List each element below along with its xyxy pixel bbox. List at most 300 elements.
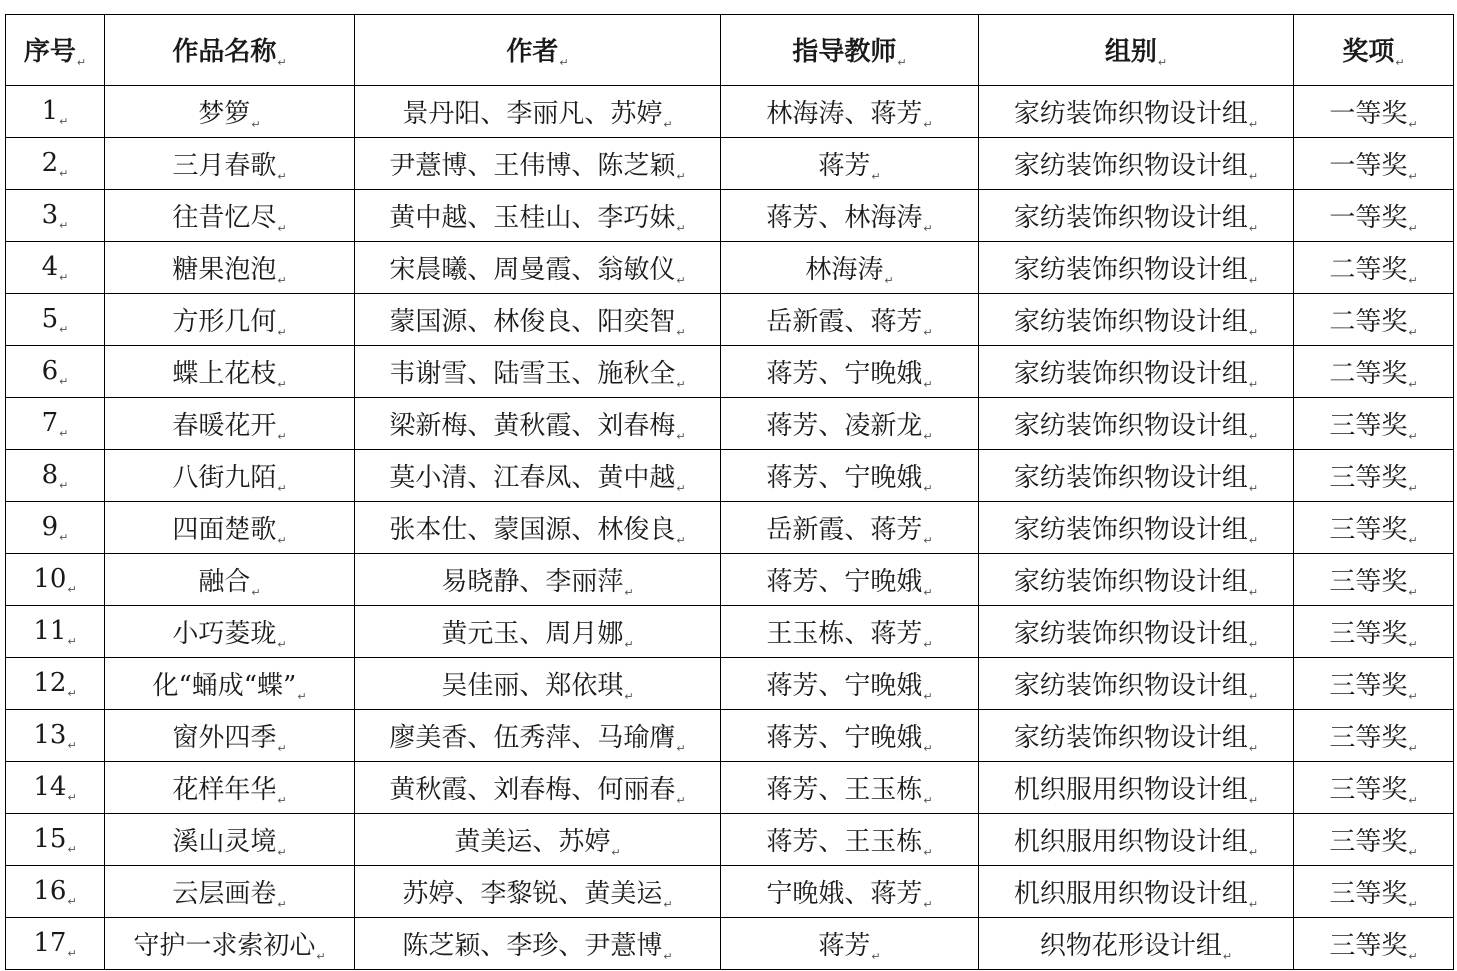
table-row	[6, 190, 1454, 242]
cell-col-group	[979, 762, 1294, 814]
cell-col-advisors	[721, 710, 979, 762]
paragraph-mark-icon: ↵	[1248, 429, 1259, 443]
cell-text: 张本仕、蒙国源、林俊良	[389, 514, 676, 545]
paragraph-mark-icon: ↵	[1248, 533, 1259, 547]
cell-text: 溪山灵境	[172, 826, 277, 857]
cell-col-award	[1294, 658, 1454, 710]
cell-col-group	[979, 710, 1294, 762]
cell-text: 黄美运、苏婷	[454, 826, 611, 857]
paragraph-mark-icon: ↵	[897, 56, 907, 69]
paragraph-mark-icon: ↵	[1408, 897, 1418, 911]
cell-col-work-name	[105, 346, 355, 398]
paragraph-mark-icon: ↵	[676, 169, 686, 183]
cell-col-group	[979, 606, 1294, 658]
paragraph-mark-icon: ↵	[676, 533, 686, 547]
header-col-seq	[6, 15, 105, 86]
cell-text: 9	[41, 511, 59, 542]
paragraph-mark-icon: ↵	[1248, 637, 1259, 651]
cell-col-work-name	[105, 502, 355, 554]
cell-text: 家纺装饰织物设计组	[1013, 566, 1248, 597]
cell-col-authors	[355, 606, 721, 658]
paragraph-mark-icon: ↵	[923, 637, 933, 651]
header-label: 指导教师	[792, 37, 897, 67]
cell-text: 1	[41, 95, 59, 126]
cell-text: 黄元玉、周月娜	[441, 618, 624, 649]
cell-text: 机织服用织物设计组	[1013, 878, 1248, 909]
cell-col-authors	[355, 242, 721, 294]
paragraph-mark-icon: ↵	[67, 894, 77, 908]
paragraph-mark-icon: ↵	[277, 793, 287, 807]
cell-col-group	[979, 814, 1294, 866]
cell-text: 8	[41, 459, 59, 490]
table-row	[6, 450, 1454, 502]
cell-text: 王玉栋、蒋芳	[766, 618, 923, 649]
paragraph-mark-icon: ↵	[923, 533, 933, 547]
paragraph-mark-icon: ↵	[277, 845, 287, 859]
cell-text: 黄中越、玉桂山、李巧妹	[389, 202, 676, 233]
cell-text: 14	[33, 771, 67, 802]
paragraph-mark-icon: ↵	[67, 634, 77, 648]
cell-col-authors	[355, 554, 721, 606]
award-table	[5, 14, 1454, 970]
cell-col-advisors	[721, 554, 979, 606]
cell-text: 机织服用织物设计组	[1013, 826, 1248, 857]
cell-text: 2	[41, 147, 59, 178]
cell-col-work-name	[105, 814, 355, 866]
paragraph-mark-icon: ↵	[923, 897, 933, 911]
paragraph-mark-icon: ↵	[1248, 117, 1259, 131]
cell-col-work-name	[105, 762, 355, 814]
table-row	[6, 658, 1454, 710]
table-row	[6, 502, 1454, 554]
paragraph-mark-icon: ↵	[923, 325, 933, 339]
header-row	[6, 15, 1454, 86]
cell-col-award	[1294, 346, 1454, 398]
paragraph-mark-icon: ↵	[624, 585, 634, 599]
header-col-award	[1294, 15, 1454, 86]
cell-text: 3	[41, 199, 59, 230]
cell-text: 化“蛹成“蝶”	[152, 670, 297, 701]
paragraph-mark-icon: ↵	[277, 897, 287, 911]
paragraph-mark-icon: ↵	[676, 325, 686, 339]
cell-col-advisors	[721, 450, 979, 502]
cell-text: 岳新霞、蒋芳	[766, 514, 923, 545]
cell-text: 家纺装饰织物设计组	[1013, 462, 1248, 493]
cell-col-advisors	[721, 866, 979, 918]
table-row	[6, 86, 1454, 138]
paragraph-mark-icon: ↵	[67, 842, 77, 856]
cell-col-seq	[6, 346, 105, 398]
paragraph-mark-icon: ↵	[676, 273, 686, 287]
paragraph-mark-icon: ↵	[316, 949, 326, 963]
cell-col-seq	[6, 450, 105, 502]
cell-text: 二等奖	[1329, 254, 1408, 285]
paragraph-mark-icon: ↵	[1248, 585, 1259, 599]
cell-text: 7	[41, 407, 59, 438]
cell-text: 二等奖	[1329, 306, 1408, 337]
cell-col-work-name	[105, 658, 355, 710]
cell-text: 林海涛	[805, 254, 884, 285]
cell-text: 家纺装饰织物设计组	[1013, 514, 1248, 545]
cell-col-award	[1294, 502, 1454, 554]
cell-text: 蒋芳、王玉栋	[766, 774, 923, 805]
paragraph-mark-icon: ↵	[67, 582, 77, 596]
table-row	[6, 866, 1454, 918]
cell-col-authors	[355, 86, 721, 138]
paragraph-mark-icon: ↵	[1248, 273, 1259, 287]
cell-col-seq	[6, 710, 105, 762]
table-row	[6, 762, 1454, 814]
paragraph-mark-icon: ↵	[277, 533, 287, 547]
cell-text: 蒋芳、凌新龙	[766, 410, 923, 441]
paragraph-mark-icon: ↵	[1408, 793, 1418, 807]
cell-col-group	[979, 242, 1294, 294]
cell-text: 家纺装饰织物设计组	[1013, 202, 1248, 233]
paragraph-mark-icon: ↵	[1408, 169, 1418, 183]
paragraph-mark-icon: ↵	[59, 114, 69, 128]
cell-text: 蒋芳、宁晚娥	[766, 358, 923, 389]
cell-col-seq	[6, 86, 105, 138]
cell-col-award	[1294, 554, 1454, 606]
cell-col-seq	[6, 294, 105, 346]
cell-text: 花样年华	[172, 774, 277, 805]
cell-col-work-name	[105, 918, 355, 970]
cell-col-award	[1294, 242, 1454, 294]
paragraph-mark-icon: ↵	[871, 169, 881, 183]
paragraph-mark-icon: ↵	[1408, 377, 1418, 391]
table-row	[6, 346, 1454, 398]
cell-col-seq	[6, 866, 105, 918]
cell-col-advisors	[721, 606, 979, 658]
header-label: 序号	[23, 37, 76, 67]
cell-col-advisors	[721, 346, 979, 398]
cell-text: 易晓静、李丽萍	[441, 566, 624, 597]
cell-text: 6	[41, 355, 59, 386]
cell-text: 蒙国源、林俊良、阳奕智	[389, 306, 676, 337]
header-col-authors	[355, 15, 721, 86]
cell-col-group	[979, 294, 1294, 346]
header-label: 奖项	[1342, 37, 1395, 67]
paragraph-mark-icon: ↵	[923, 585, 933, 599]
cell-col-group	[979, 918, 1294, 970]
cell-text: 一等奖	[1329, 98, 1408, 129]
cell-col-award	[1294, 918, 1454, 970]
cell-text: 家纺装饰织物设计组	[1013, 410, 1248, 441]
header-col-advisors	[721, 15, 979, 86]
header-label: 作者	[506, 37, 559, 67]
cell-text: 林海涛、蒋芳	[766, 98, 923, 129]
table-row	[6, 138, 1454, 190]
paragraph-mark-icon: ↵	[1408, 429, 1418, 443]
cell-col-work-name	[105, 294, 355, 346]
paragraph-mark-icon: ↵	[251, 117, 261, 131]
cell-col-authors	[355, 710, 721, 762]
cell-col-group	[979, 554, 1294, 606]
paragraph-mark-icon: ↵	[59, 530, 69, 544]
paragraph-mark-icon: ↵	[676, 741, 686, 755]
header-label: 组别	[1104, 37, 1157, 67]
paragraph-mark-icon: ↵	[923, 377, 933, 391]
paragraph-mark-icon: ↵	[297, 689, 307, 703]
paragraph-mark-icon: ↵	[1248, 741, 1259, 755]
paragraph-mark-icon: ↵	[1248, 897, 1259, 911]
cell-text: 家纺装饰织物设计组	[1013, 358, 1248, 389]
cell-col-work-name	[105, 398, 355, 450]
table-row	[6, 606, 1454, 658]
cell-text: 12	[33, 667, 67, 698]
table-row	[6, 814, 1454, 866]
paragraph-mark-icon: ↵	[1408, 585, 1418, 599]
header-label: 作品名称	[172, 37, 277, 67]
table-row	[6, 554, 1454, 606]
cell-text: 三等奖	[1329, 410, 1408, 441]
cell-col-work-name	[105, 450, 355, 502]
paragraph-mark-icon: ↵	[1408, 533, 1418, 547]
table-row	[6, 242, 1454, 294]
paragraph-mark-icon: ↵	[1408, 325, 1418, 339]
paragraph-mark-icon: ↵	[559, 56, 569, 69]
cell-col-award	[1294, 190, 1454, 242]
cell-text: 蒋芳、宁晚娥	[766, 566, 923, 597]
cell-col-award	[1294, 606, 1454, 658]
cell-text: 黄秋霞、刘春梅、何丽春	[389, 774, 676, 805]
paragraph-mark-icon: ↵	[923, 741, 933, 755]
cell-text: 韦谢雪、陆雪玉、施秋全	[389, 358, 676, 389]
cell-text: 三月春歌	[172, 150, 277, 181]
paragraph-mark-icon: ↵	[884, 273, 894, 287]
paragraph-mark-icon: ↵	[676, 481, 686, 495]
cell-col-group	[979, 86, 1294, 138]
cell-text: 窗外四季	[172, 722, 277, 753]
cell-col-group	[979, 450, 1294, 502]
cell-text: 三等奖	[1329, 566, 1408, 597]
paragraph-mark-icon: ↵	[277, 741, 287, 755]
paragraph-mark-icon: ↵	[611, 845, 621, 859]
paragraph-mark-icon: ↵	[923, 429, 933, 443]
paragraph-mark-icon: ↵	[1248, 793, 1259, 807]
paragraph-mark-icon: ↵	[923, 221, 933, 235]
cell-text: 宋晨曦、周曼霞、翁敏仪	[389, 254, 676, 285]
cell-text: 云层画卷	[172, 878, 277, 909]
paragraph-mark-icon: ↵	[1408, 221, 1418, 235]
cell-text: 三等奖	[1329, 514, 1408, 545]
paragraph-mark-icon: ↵	[923, 117, 933, 131]
cell-text: 苏婷、李黎锐、黄美运	[402, 878, 663, 909]
paragraph-mark-icon: ↵	[1408, 741, 1418, 755]
paragraph-mark-icon: ↵	[1248, 689, 1259, 703]
paragraph-mark-icon: ↵	[277, 56, 287, 69]
cell-text: 机织服用织物设计组	[1013, 774, 1248, 805]
cell-col-group	[979, 398, 1294, 450]
cell-text: 廖美香、伍秀萍、马瑜膺	[389, 722, 676, 753]
paragraph-mark-icon: ↵	[676, 793, 686, 807]
paragraph-mark-icon: ↵	[1248, 325, 1259, 339]
paragraph-mark-icon: ↵	[663, 949, 673, 963]
cell-col-advisors	[721, 242, 979, 294]
paragraph-mark-icon: ↵	[277, 429, 287, 443]
paragraph-mark-icon: ↵	[1408, 481, 1418, 495]
cell-text: 家纺装饰织物设计组	[1013, 722, 1248, 753]
cell-col-authors	[355, 450, 721, 502]
cell-col-award	[1294, 710, 1454, 762]
cell-col-seq	[6, 762, 105, 814]
cell-col-award	[1294, 398, 1454, 450]
cell-text: 蝶上花枝	[172, 358, 277, 389]
cell-col-authors	[355, 138, 721, 190]
cell-text: 融合	[198, 566, 251, 597]
cell-text: 景丹阳、李丽凡、苏婷	[402, 98, 663, 129]
cell-text: 17	[33, 927, 67, 958]
cell-text: 往昔忆尽	[172, 202, 277, 233]
cell-text: 蒋芳、王玉栋	[766, 826, 923, 857]
cell-col-work-name	[105, 86, 355, 138]
cell-col-seq	[6, 918, 105, 970]
cell-text: 八街九陌	[172, 462, 277, 493]
cell-text: 方形几何	[172, 306, 277, 337]
cell-col-authors	[355, 918, 721, 970]
paragraph-mark-icon: ↵	[1408, 117, 1418, 131]
cell-text: 梦箩	[198, 98, 251, 129]
cell-text: 尹薏博、王伟博、陈芝颖	[389, 150, 676, 181]
cell-col-advisors	[721, 918, 979, 970]
paragraph-mark-icon: ↵	[277, 273, 287, 287]
cell-col-work-name	[105, 554, 355, 606]
table-row	[6, 398, 1454, 450]
paragraph-mark-icon: ↵	[1408, 689, 1418, 703]
paragraph-mark-icon: ↵	[1408, 637, 1418, 651]
paragraph-mark-icon: ↵	[59, 478, 69, 492]
cell-text: 三等奖	[1329, 618, 1408, 649]
paragraph-mark-icon: ↵	[923, 481, 933, 495]
header-col-group	[979, 15, 1294, 86]
paragraph-mark-icon: ↵	[1408, 273, 1418, 287]
cell-text: 家纺装饰织物设计组	[1013, 670, 1248, 701]
paragraph-mark-icon: ↵	[1248, 845, 1259, 859]
cell-col-group	[979, 138, 1294, 190]
cell-text: 糖果泡泡	[172, 254, 277, 285]
cell-col-seq	[6, 606, 105, 658]
paragraph-mark-icon: ↵	[1222, 949, 1233, 963]
paragraph-mark-icon: ↵	[1157, 56, 1168, 69]
cell-col-seq	[6, 190, 105, 242]
paragraph-mark-icon: ↵	[59, 218, 69, 232]
cell-text: 守护一求索初心	[133, 930, 316, 961]
cell-col-advisors	[721, 502, 979, 554]
paragraph-mark-icon: ↵	[59, 166, 69, 180]
cell-text: 一等奖	[1329, 150, 1408, 181]
paragraph-mark-icon: ↵	[1248, 377, 1259, 391]
cell-col-award	[1294, 450, 1454, 502]
paragraph-mark-icon: ↵	[1395, 56, 1405, 69]
paragraph-mark-icon: ↵	[67, 686, 77, 700]
cell-col-work-name	[105, 138, 355, 190]
paragraph-mark-icon: ↵	[277, 481, 287, 495]
paragraph-mark-icon: ↵	[67, 946, 77, 960]
paragraph-mark-icon: ↵	[1248, 221, 1259, 235]
cell-col-work-name	[105, 710, 355, 762]
cell-text: 一等奖	[1329, 202, 1408, 233]
cell-text: 三等奖	[1329, 774, 1408, 805]
cell-col-authors	[355, 866, 721, 918]
cell-text: 三等奖	[1329, 878, 1408, 909]
cell-col-authors	[355, 294, 721, 346]
paragraph-mark-icon: ↵	[277, 377, 287, 391]
paragraph-mark-icon: ↵	[1248, 169, 1259, 183]
cell-text: 5	[41, 303, 59, 334]
paragraph-mark-icon: ↵	[624, 689, 634, 703]
paragraph-mark-icon: ↵	[59, 322, 69, 336]
table-header	[6, 15, 1454, 86]
paragraph-mark-icon: ↵	[76, 56, 87, 69]
paragraph-mark-icon: ↵	[676, 377, 686, 391]
cell-text: 15	[33, 823, 67, 854]
cell-text: 三等奖	[1329, 462, 1408, 493]
cell-text: 13	[33, 719, 67, 750]
cell-text: 家纺装饰织物设计组	[1013, 306, 1248, 337]
cell-text: 蒋芳	[818, 150, 871, 181]
paragraph-mark-icon: ↵	[923, 845, 933, 859]
cell-col-advisors	[721, 138, 979, 190]
cell-text: 蒋芳、林海涛	[766, 202, 923, 233]
table-row	[6, 918, 1454, 970]
cell-col-authors	[355, 398, 721, 450]
paragraph-mark-icon: ↵	[277, 169, 287, 183]
cell-col-advisors	[721, 814, 979, 866]
cell-text: 4	[41, 251, 59, 282]
cell-text: 蒋芳	[818, 930, 871, 961]
cell-col-advisors	[721, 294, 979, 346]
paragraph-mark-icon: ↵	[923, 689, 933, 703]
cell-col-authors	[355, 658, 721, 710]
cell-text: 16	[33, 875, 67, 906]
cell-col-seq	[6, 242, 105, 294]
cell-col-authors	[355, 502, 721, 554]
paragraph-mark-icon: ↵	[1248, 481, 1259, 495]
cell-col-seq	[6, 554, 105, 606]
cell-col-seq	[6, 658, 105, 710]
cell-text: 蒋芳、宁晚娥	[766, 670, 923, 701]
cell-text: 梁新梅、黄秋霞、刘春梅	[389, 410, 676, 441]
cell-text: 家纺装饰织物设计组	[1013, 618, 1248, 649]
cell-text: 四面楚歌	[172, 514, 277, 545]
paragraph-mark-icon: ↵	[663, 897, 673, 911]
cell-col-work-name	[105, 190, 355, 242]
cell-text: 三等奖	[1329, 826, 1408, 857]
cell-col-advisors	[721, 190, 979, 242]
paragraph-mark-icon: ↵	[59, 270, 69, 284]
cell-col-group	[979, 190, 1294, 242]
cell-text: 吴佳丽、郑依琪	[441, 670, 624, 701]
cell-text: 三等奖	[1329, 670, 1408, 701]
cell-col-award	[1294, 762, 1454, 814]
cell-text: 10	[33, 563, 67, 594]
cell-col-award	[1294, 866, 1454, 918]
cell-col-advisors	[721, 86, 979, 138]
cell-col-authors	[355, 814, 721, 866]
cell-text: 陈芝颖、李珍、尹薏博	[402, 930, 663, 961]
cell-col-group	[979, 658, 1294, 710]
cell-text: 家纺装饰织物设计组	[1013, 98, 1248, 129]
paragraph-mark-icon: ↵	[59, 374, 69, 388]
paragraph-mark-icon: ↵	[1408, 845, 1418, 859]
cell-col-advisors	[721, 398, 979, 450]
paragraph-mark-icon: ↵	[871, 949, 881, 963]
table-body	[6, 86, 1454, 970]
table-row	[6, 710, 1454, 762]
paragraph-mark-icon: ↵	[277, 637, 287, 651]
cell-text: 春暖花开	[172, 410, 277, 441]
cell-text: 三等奖	[1329, 722, 1408, 753]
